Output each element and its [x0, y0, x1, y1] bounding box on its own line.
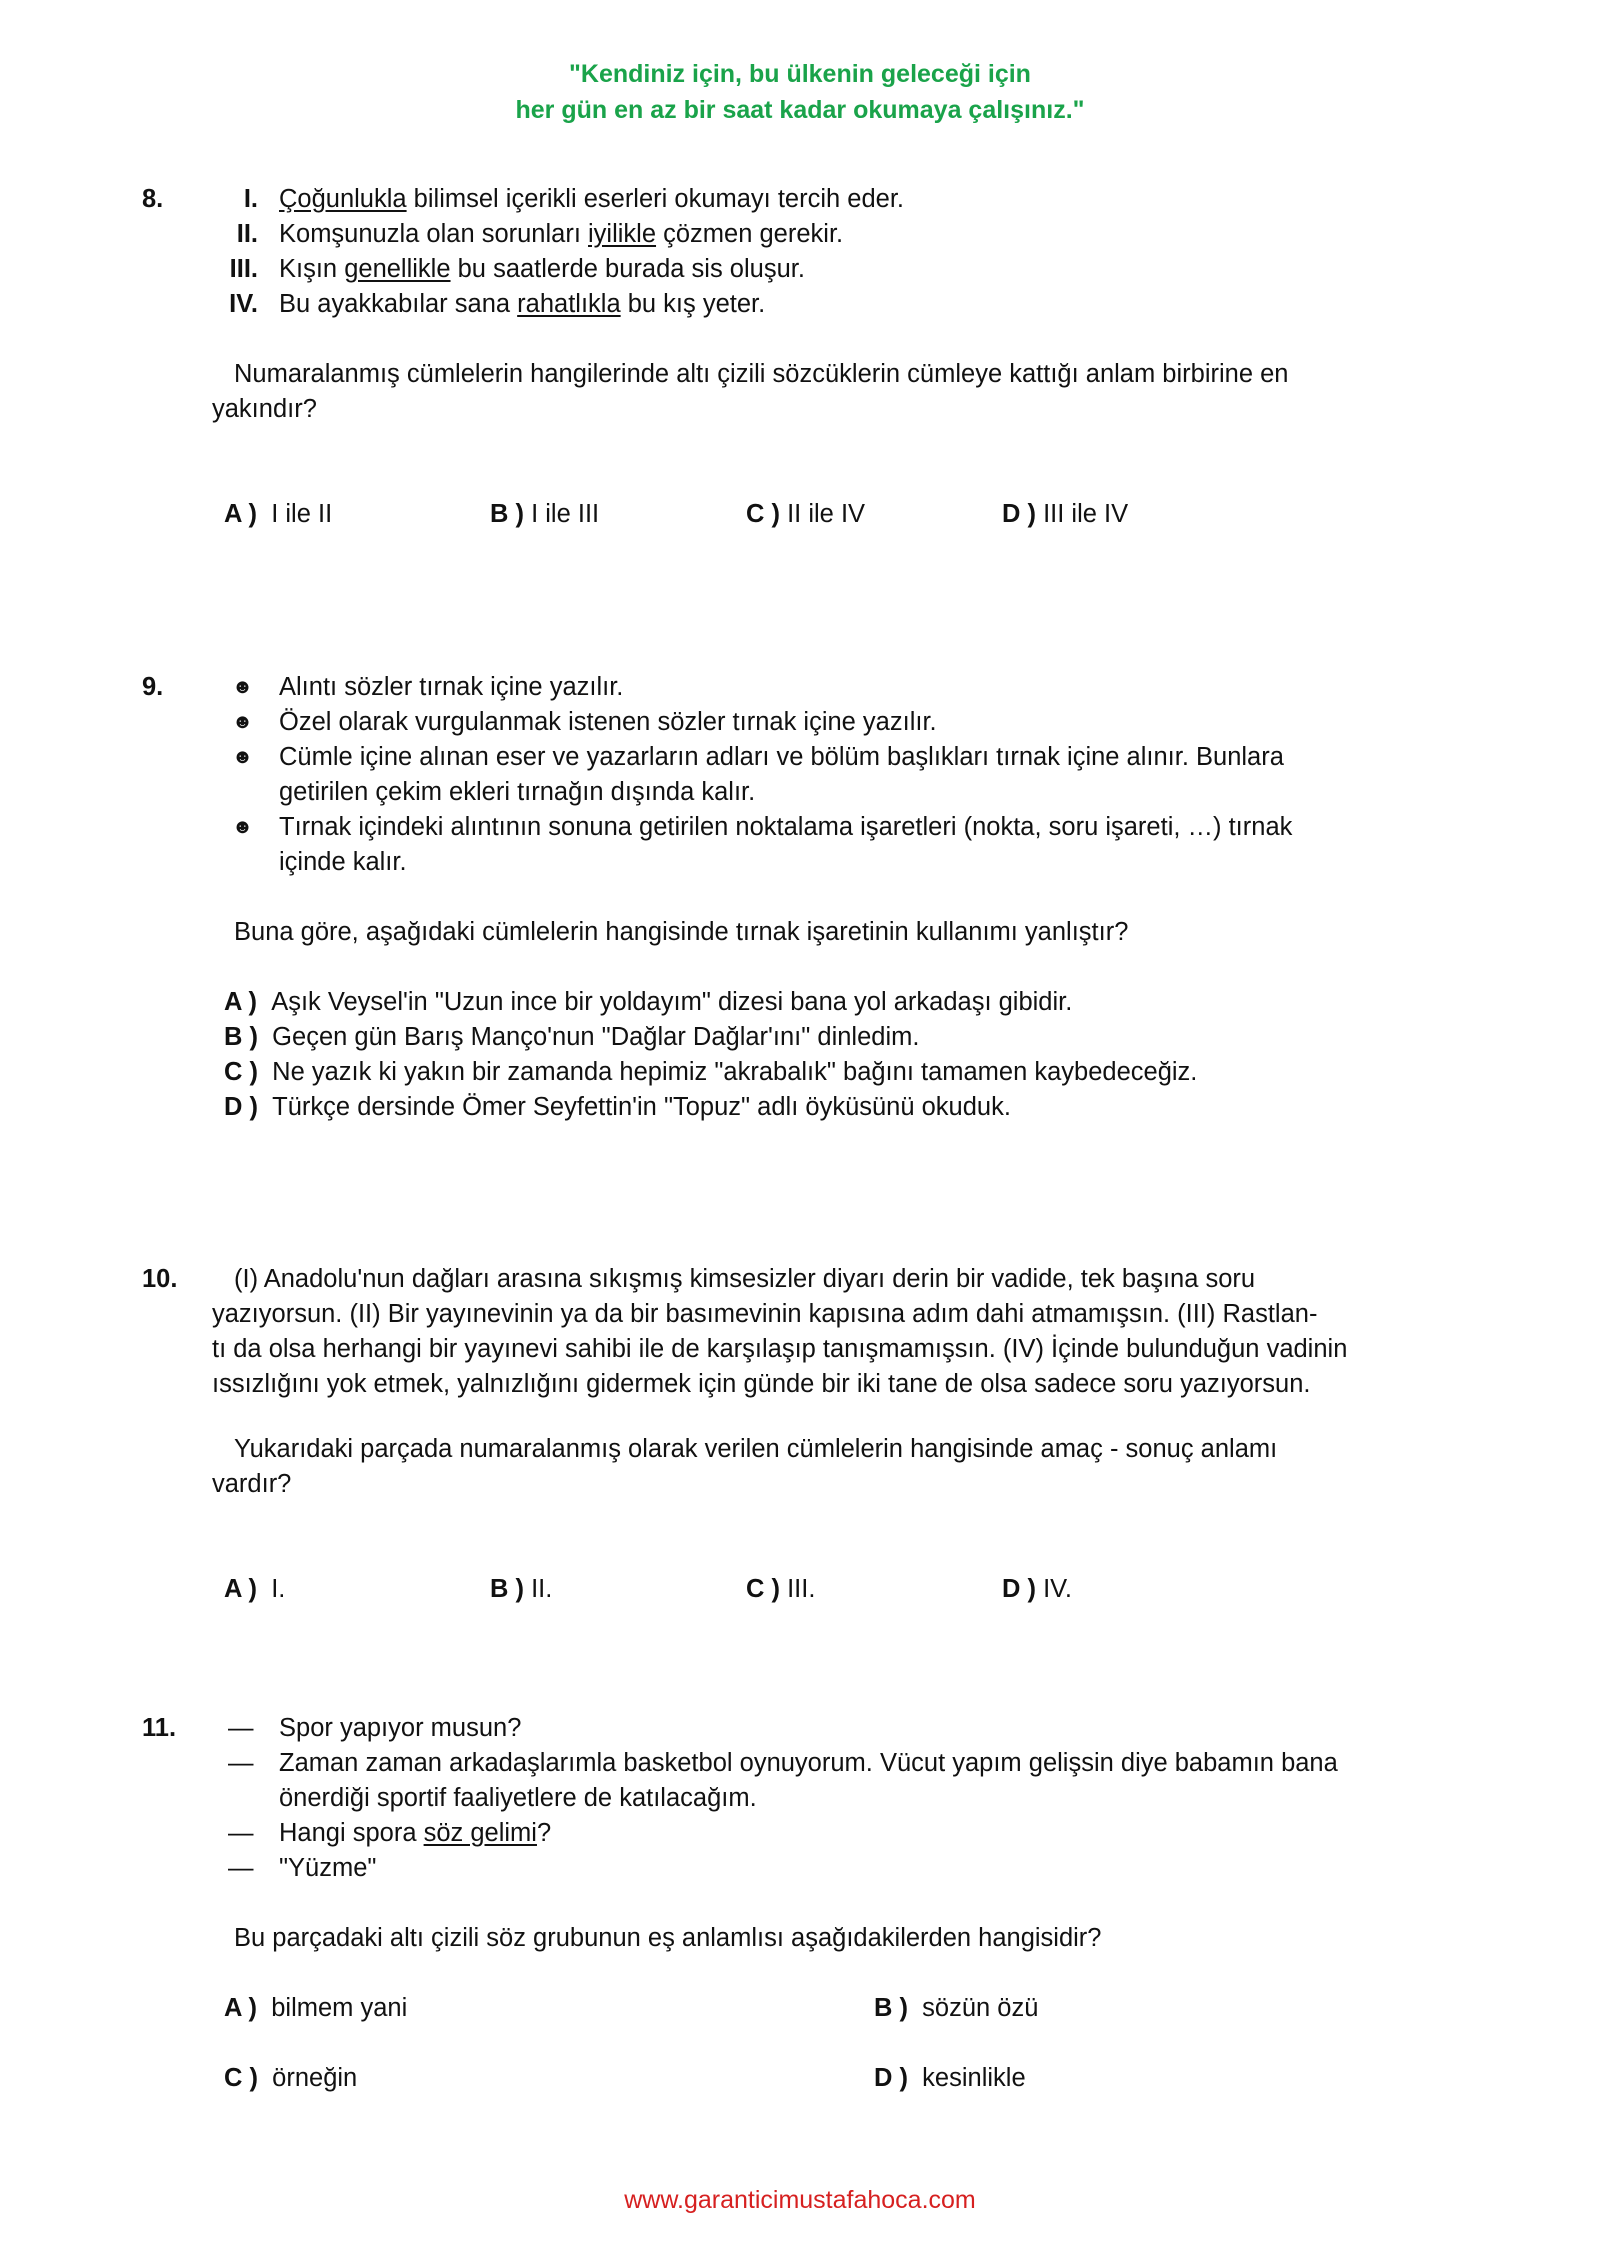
- statement-1: Çoğunlukla bilimsel içerikli eserleri okumayı tercih eder.: [279, 185, 905, 213]
- header-quote: [0, 56, 1600, 128]
- option-b[interactable]: B ) sözün özü: [874, 1994, 1039, 2022]
- rule-2: Özel olarak vurgulanmak istenen sözler tırnak içine yazılır.: [279, 708, 937, 736]
- option-d[interactable]: D ) IV.: [1002, 1575, 1072, 1603]
- smiley-bullet-icon: ☻: [232, 676, 254, 698]
- option-b[interactable]: B ) I ile III: [490, 500, 600, 528]
- option-a[interactable]: A ) I.: [224, 1575, 286, 1603]
- option-d[interactable]: D ) kesinlikle: [874, 2064, 1026, 2092]
- rule-1: Alıntı sözler tırnak içine yazılır.: [279, 673, 624, 701]
- dialogue-line-3: Hangi spora söz gelimi?: [279, 1819, 552, 1847]
- question-number: 9.: [142, 673, 164, 701]
- dialogue-line-1: Spor yapıyor musun?: [279, 1714, 522, 1742]
- question-stem: Bu parçadaki altı çizili söz grubunun eş anlamlısı aşağıdakilerden hangisidir?: [234, 1924, 1102, 1952]
- dialogue-line-4: "Yüzme": [279, 1854, 377, 1882]
- option-a[interactable]: A ) Aşık Veysel'in "Uzun ince bir yoldayım" dizesi bana yol arkadaşı gibidir.: [224, 988, 1073, 1016]
- roman-numeral: I.: [243, 185, 258, 213]
- header-quote-line-1: "Kendiniz için, bu ülkenin geleceği için: [569, 60, 1031, 88]
- option-d[interactable]: D ) III ile IV: [1002, 500, 1129, 528]
- dialogue-line-2: Zaman zaman arkadaşlarımla basketbol oynuyorum. Vücut yapım gelişsin diye babamın bana: [279, 1749, 1338, 1777]
- underlined-phrase: söz gelimi: [423, 1819, 537, 1847]
- option-d[interactable]: D ) Türkçe dersinde Ömer Seyfettin'in "Topuz" adlı öyküsünü okuduk.: [224, 1093, 1011, 1121]
- underlined-word: rahatlıkla: [517, 290, 621, 318]
- dialogue-dash: —: [228, 1819, 254, 1847]
- question-stem: Yukarıdaki parçada numaralanmış olarak verilen cümlelerin hangisinde amaç - sonuç anlamı vardır?: [212, 1435, 1278, 1498]
- option-b[interactable]: B ) Geçen gün Barış Manço'nun "Dağlar Dağlar'ını" dinledim.: [224, 1023, 920, 1051]
- dialogue-dash: —: [228, 1749, 254, 1777]
- question-number: 10.: [142, 1265, 178, 1293]
- underlined-word: genellikle: [344, 255, 451, 283]
- dialogue-dash: —: [228, 1714, 254, 1742]
- smiley-bullet-icon: ☻: [232, 816, 254, 838]
- underlined-word: Çoğunlukla: [279, 185, 407, 213]
- statement-4: Bu ayakkabılar sana rahatlıkla bu kış yeter.: [279, 290, 766, 318]
- dialogue-dash: —: [228, 1854, 254, 1882]
- rule-4-continued: içinde kalır.: [279, 848, 407, 876]
- roman-numeral: III.: [229, 255, 258, 283]
- underlined-word: iyilikle: [588, 220, 657, 248]
- statement-2: Komşunuzla olan sorunları iyilikle çözmen gerekir.: [279, 220, 844, 248]
- option-c[interactable]: C ) III.: [746, 1575, 816, 1603]
- roman-numeral: II.: [236, 220, 258, 248]
- question-number: 11.: [142, 1714, 177, 1742]
- smiley-bullet-icon: ☻: [232, 746, 254, 768]
- question-stem: Numaralanmış cümlelerin hangilerinde altı çizili sözcüklerin cümleye kattığı anlam birbirine en yakındır?: [212, 360, 1289, 423]
- dialogue-line-2-continued: önerdiği sportif faaliyetlere de katılacağım.: [279, 1784, 757, 1812]
- passage: (I) Anadolu'nun dağları arasına sıkışmış kimsesizler diyarı derin bir vadide, tek başına soru yazıyorsun. (II) Bir yayınevinin ya da bir basımevinin kapısına adım dahi atmamışsın. (III) Rastlan- tı da olsa herhangi bir yayınevi sahibi ile de karşılaşıp tanışmamışsın. (IV) İçinde bulunduğun vadinin ıssızlığını yok etmek, yalnızlığını gidermek için günde bir iki tane de olsa sadece soru yazıyorsun.: [212, 1265, 1348, 1398]
- rule-4: Tırnak içindeki alıntının sonuna getirilen noktalama işaretleri (nokta, soru işareti, …) tırnak: [279, 813, 1293, 841]
- statement-3: Kışın genellikle bu saatlerde burada sis oluşur.: [279, 255, 805, 283]
- question-stem: Buna göre, aşağıdaki cümlelerin hangisinde tırnak işaretinin kullanımı yanlıştır?: [234, 918, 1129, 946]
- option-b[interactable]: B ) II.: [490, 1575, 553, 1603]
- header-quote-line-2: her gün en az bir saat kadar okumaya çalışınız.": [515, 96, 1085, 124]
- rule-3: Cümle içine alınan eser ve yazarların adları ve bölüm başlıkları tırnak içine alınır. Bunlara: [279, 743, 1284, 771]
- option-c[interactable]: C ) Ne yazık ki yakın bir zamanda hepimiz "akrabalık" bağını tamamen kaybedeceğiz.: [224, 1058, 1198, 1086]
- question-number: 8.: [142, 185, 164, 213]
- option-a[interactable]: A ) I ile II: [224, 500, 333, 528]
- rule-3-continued: getirilen çekim ekleri tırnağın dışında kalır.: [279, 778, 756, 806]
- roman-numeral: IV.: [229, 290, 258, 318]
- option-a[interactable]: A ) bilmem yani: [224, 1994, 408, 2022]
- option-c[interactable]: C ) örneğin: [224, 2064, 358, 2092]
- option-c[interactable]: C ) II ile IV: [746, 500, 866, 528]
- smiley-bullet-icon: ☻: [232, 711, 254, 733]
- footer-website-link[interactable]: www.garanticimustafahoca.com: [624, 2186, 976, 2214]
